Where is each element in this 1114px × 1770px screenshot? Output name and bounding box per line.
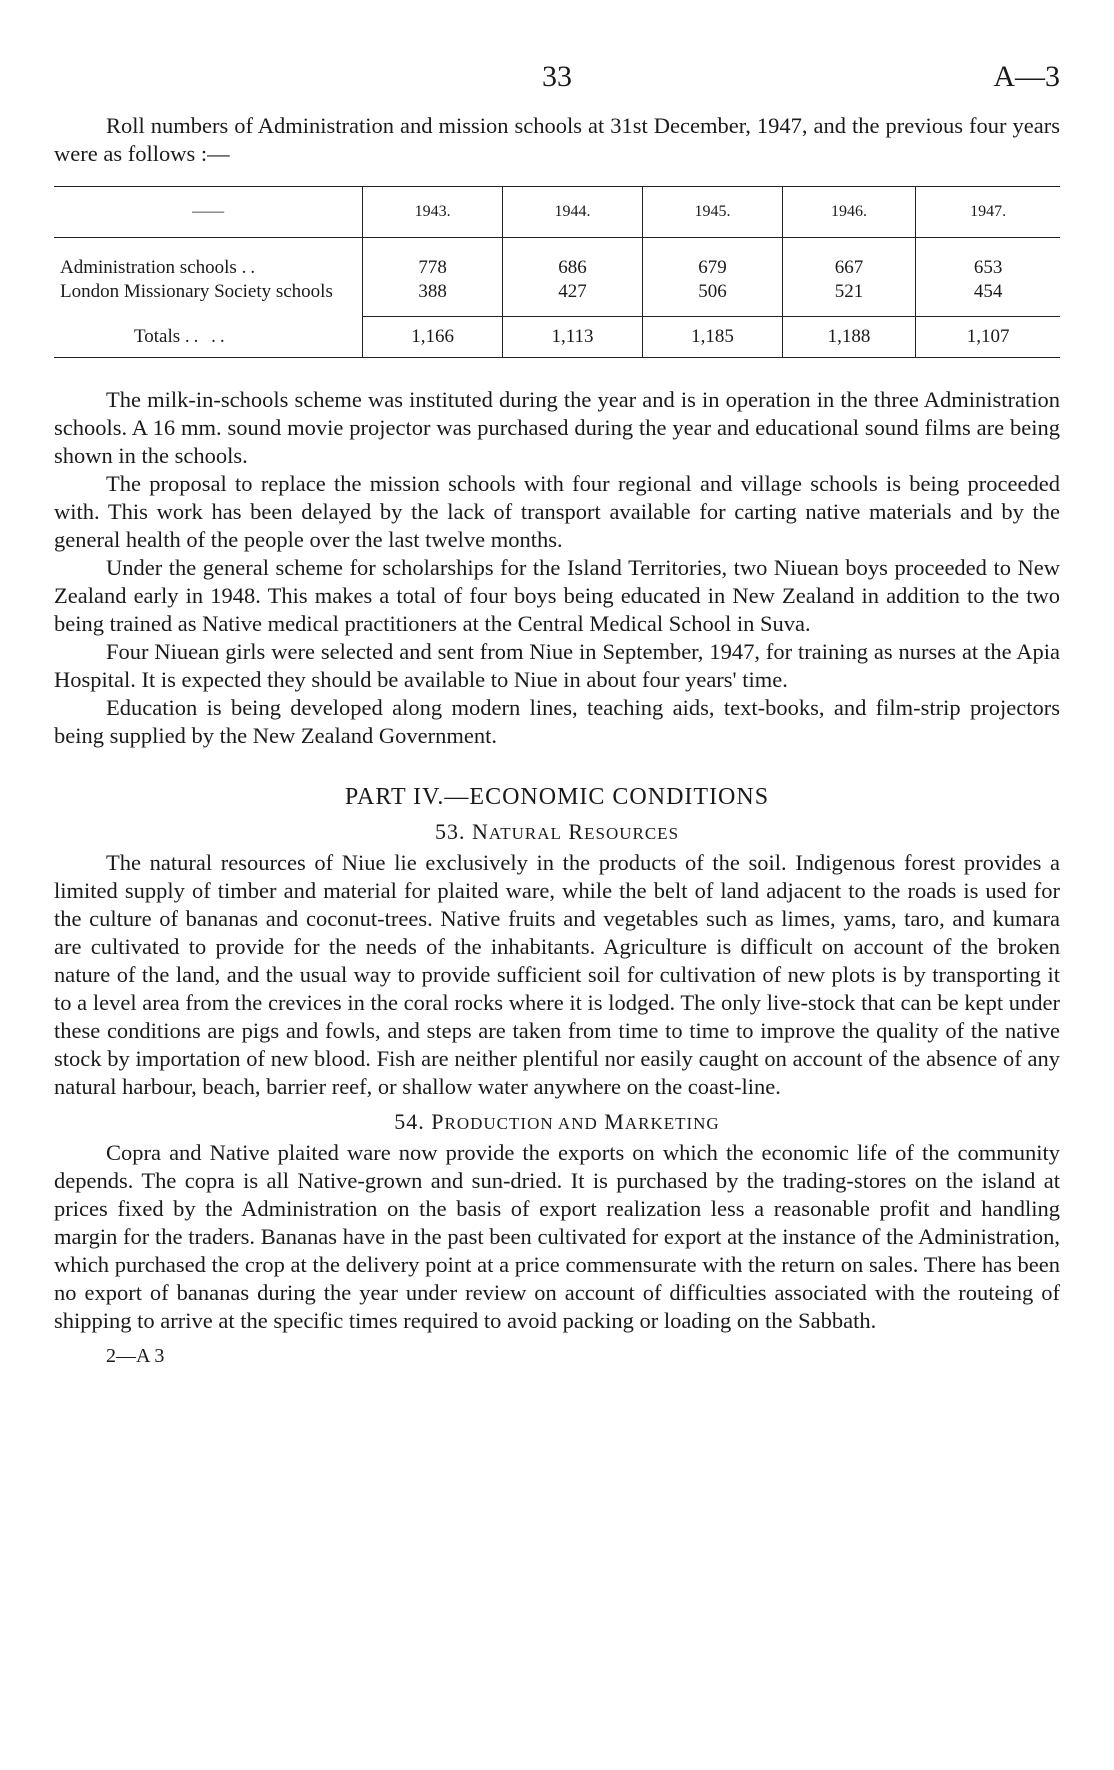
title-smallcaps: ATURAL xyxy=(488,824,562,843)
table-header-row xyxy=(54,187,1060,238)
leader-dots: .. .. xyxy=(184,325,229,347)
row-label-text: Administration schools xyxy=(60,257,237,278)
table-corner-cell: —— xyxy=(54,187,363,238)
title-smallcaps: ARKETING xyxy=(624,1114,720,1133)
section-heading-54 xyxy=(54,1109,1060,1135)
title-smallcaps: RODUCTION AND xyxy=(444,1114,598,1133)
page-header xyxy=(54,60,1060,100)
table-cell: 667 xyxy=(782,238,915,281)
total-cell: 1,185 xyxy=(642,317,782,358)
title-initial: N xyxy=(471,819,489,844)
paragraph: The proposal to replace the mission schools with four regional and village schools is being proceeded with. This work has been delayed by the lack of transport available for carting native materials and by the general health of the people over the last twelve months. xyxy=(54,471,1060,552)
table-cell: 454 xyxy=(916,280,1060,317)
table-cell: 427 xyxy=(503,280,643,317)
table-row xyxy=(54,238,1060,281)
paragraph: The natural resources of Niue lie exclusively in the products of the soil. Indigenous forest provides a limited supply of timber and material for plaited ware, while the belt of land adjacent to the roads is used for the culture of bananas and coconut-trees. Native fruits and vegetables such as limes, yams, taro, and kumara are cultivated to provide for the needs of the inhabitants. Agriculture is difficult on account of the broken nature of the land, and the usual way to provide sufficient soil for cultivation of new plots is by transporting it to a level area from the crevices in the coral rocks where it is lodged. The only live-stock that can be kept under these conditions are pigs and fowls, and steps are taken from time to time to improve the quality of the native stock by importation of new blood. Fish are neither plentiful nor easily caught on account of the absence of any natural harbour, beach, barrier reef, or shallow water anywhere on the coast-line. xyxy=(54,850,1060,1099)
page-number: 33 xyxy=(542,60,572,93)
education-section xyxy=(54,386,1060,750)
total-cell: 1,113 xyxy=(503,317,643,358)
leader-dots: .. xyxy=(241,257,260,278)
table-cell: 778 xyxy=(363,238,503,281)
total-cell: 1,166 xyxy=(363,317,503,358)
total-cell: 1,107 xyxy=(916,317,1060,358)
title-initial: R xyxy=(568,819,585,844)
table-cell: 521 xyxy=(782,280,915,317)
document-page xyxy=(54,60,1060,1368)
paragraph: Education is being developed along modern lines, teaching aids, text-books, and film-strip projectors being supplied by the New Zealand Government. xyxy=(54,695,1060,748)
table-cell: 388 xyxy=(363,280,503,317)
part-heading: PART IV.—ECONOMIC CONDITIONS xyxy=(344,784,770,810)
row-label: London Missionary Society schools xyxy=(60,281,333,302)
totals-row xyxy=(54,317,1060,358)
table-cell: 653 xyxy=(916,238,1060,281)
year-header: 1944. xyxy=(503,187,643,238)
row-label xyxy=(54,238,363,281)
paragraph: The milk-in-schools scheme was instituted during the year and is in operation in the three Administration schools. A 16 mm. sound movie projector was purchased during the year and educational sound films are being shown in the schools. xyxy=(54,387,1060,468)
table-row xyxy=(54,280,1060,317)
year-header: 1946. xyxy=(782,187,915,238)
intro-paragraph: Roll numbers of Administration and mission schools at 31st December, 1947, and the previous four years were as follows :— xyxy=(54,113,1060,166)
year-header: 1943. xyxy=(363,187,503,238)
total-cell: 1,188 xyxy=(782,317,915,358)
totals-label xyxy=(54,317,363,358)
page-footer: 2—A 3 xyxy=(106,1345,165,1367)
year-header: 1947. xyxy=(916,187,1060,238)
roll-numbers-table xyxy=(54,186,1060,358)
table-cell: 679 xyxy=(642,238,782,281)
section-number: 54. xyxy=(394,1109,425,1134)
table-cell: 686 xyxy=(503,238,643,281)
section-number: 53. xyxy=(434,819,466,844)
title-smallcaps: ESOURCES xyxy=(584,824,680,843)
paragraph: Four Niuean girls were selected and sent from Niue in September, 1947, for training as nurses at the Apia Hospital. It is expected they should be available to Niue in about four years' time. xyxy=(54,639,1060,692)
title-initial: M xyxy=(604,1109,625,1134)
paragraph: Under the general scheme for scholarships for the Island Territories, two Niuean boys proceeded to New Zealand early in 1948. This makes a total of four boys being educated in New Zealand in addition to the two being trained as Native medical practitioners at the Central Medical School in Suva. xyxy=(54,555,1060,636)
year-header: 1945. xyxy=(642,187,782,238)
paragraph: Copra and Native plaited ware now provide the exports on which the economic life of the community depends. The copra is all Native-grown and sun-dried. It is purchased by the trading-stores on the island at prices fixed by the Administration on the basis of export realization less a reasonable profit and handling margin for the traders. Bananas have in the past been cultivated for export at the instance of the Administration, which purchased the crop at the delivery point at a price commensurate with the return on sales. There has been no export of bananas during the year under review on account of difficulties associated with the routeing of shipping to arrive at the specific times required to avoid packing or loading on the Sabbath. xyxy=(54,1140,1060,1333)
section-heading-53 xyxy=(54,819,1060,845)
table-cell: 506 xyxy=(642,280,782,317)
totals-label-text: Totals xyxy=(134,325,181,347)
title-initial: P xyxy=(431,1109,445,1134)
document-reference: A—3 xyxy=(993,60,1060,93)
